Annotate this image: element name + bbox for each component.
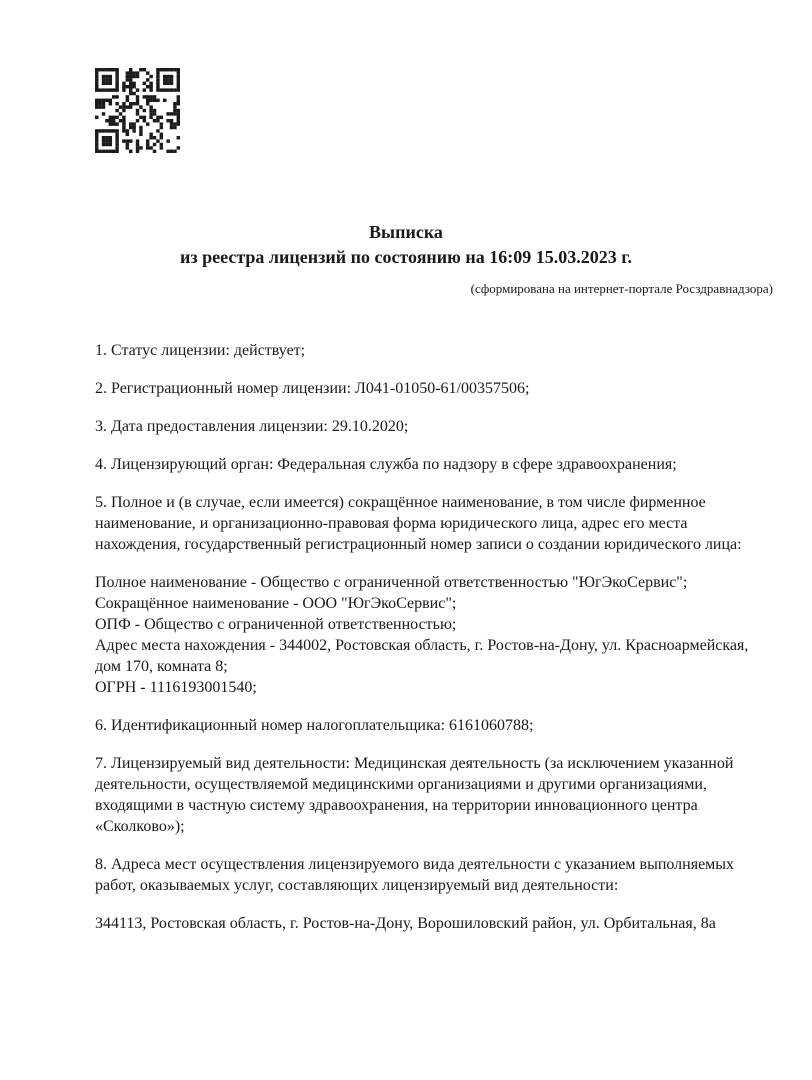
document-body — [95, 340, 750, 951]
license-status: 1. Статус лицензии: действует; — [95, 342, 306, 359]
org-short-name: Сокращённое наименование - ООО "ЮгЭкоСервис"; — [95, 595, 457, 612]
org-address: Адрес места нахождения - 344002, Ростовская область, г. Ростов-на-Дону, ул. Красноармейская, дом 170, комната 8; — [95, 637, 749, 675]
org-intro-paragraph: 5. Полное и (в случае, если имеется) сокращённое наименование, в том числе фирменное наименование, и организационно-правовая форма юридического лица, адрес его места нахождения, государственный регистрационный номер записи о создании юридического лица: — [95, 494, 742, 553]
licensed-activity: 7. Лицензируемый вид деятельности: Медицинская деятельность (за исключением указанной деятельности, осуществляемой медицинскими организациями и другими организациями, входящими в частную систему здравоохранения, на территории инновационного центра «Сколково»); — [95, 755, 734, 835]
org-legal-form: ОПФ - Общество с ограниченной ответственностью; — [95, 616, 457, 633]
organization-details — [95, 572, 750, 698]
title-line-2: из реестра лицензий по состоянию на 16:09 15.03.2023 г. — [180, 247, 632, 267]
title-line-1: Выписка — [369, 222, 443, 242]
license-reg-number: 2. Регистрационный номер лицензии: Л041-01050-61/00357506; — [95, 380, 530, 397]
taxpayer-id: 6. Идентификационный номер налогоплательщика: 6161060788; — [95, 717, 534, 734]
activity-address: 344113, Ростовская область, г. Ростов-на-Дону, Ворошиловский район, ул. Орбитальная, 8а — [95, 915, 716, 932]
qr-code-icon — [95, 68, 180, 153]
subtitle-row — [0, 281, 773, 297]
license-grant-date: 3. Дата предоставления лицензии: 29.10.2020; — [95, 418, 409, 435]
org-ogrn: ОГРН - 1116193001540; — [95, 679, 257, 696]
licensing-authority: 4. Лицензирующий орган: Федеральная служба по надзору в сфере здравоохранения; — [95, 456, 677, 473]
document-title — [0, 220, 812, 270]
activity-addresses-intro: 8. Адреса мест осуществления лицензируемого вида деятельности с указанием выполняемых работ, оказываемых услуг, составляющих лицензируемый вид деятельности: — [95, 856, 735, 894]
document-subtitle: (сформирована на интернет-портале Росздравнадзора) — [470, 281, 773, 296]
org-full-name: Полное наименование - Общество с ограниченной ответственностью "ЮгЭкоСервис"; — [95, 574, 688, 591]
